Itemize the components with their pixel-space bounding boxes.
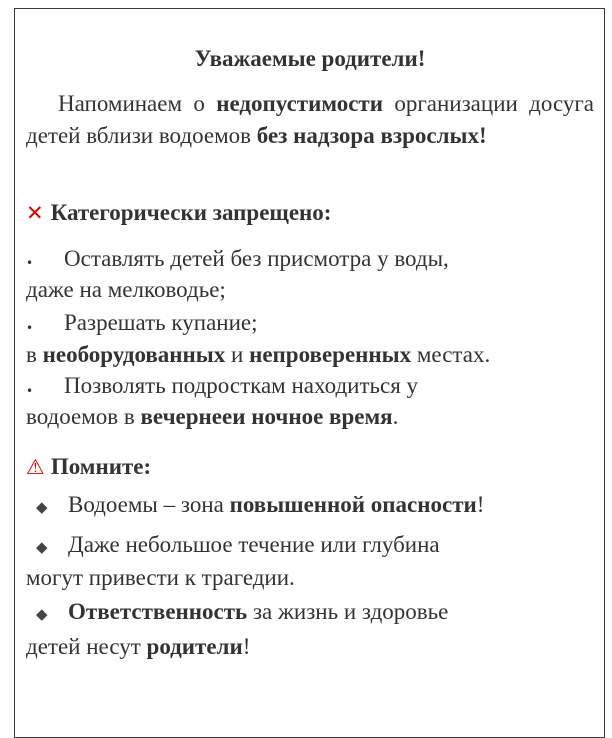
forbidden-item-2-line-1: Разрешать купание;	[64, 310, 258, 335]
remember-item-3-line-2	[26, 632, 250, 662]
intro-paragraph	[26, 88, 594, 152]
intro-bold-1: недопустимости	[216, 91, 383, 116]
text: !	[476, 492, 485, 517]
text: !	[242, 634, 251, 659]
bold-text: вечернееи ночное время	[140, 404, 393, 429]
forbidden-item-1-line-2: даже на мелководье;	[26, 277, 226, 302]
page-title: Уважаемые родители!	[194, 46, 426, 71]
text: детей несут	[26, 634, 147, 659]
diamond-bullet-icon: ◆	[36, 538, 48, 556]
remember-heading: Помните:	[50, 454, 152, 479]
text: в	[26, 342, 43, 367]
bold-text: повышенной опасности	[229, 492, 477, 517]
forbidden-item-3-line-1: Позволять подросткам находиться у	[64, 373, 419, 398]
bold-text: необорудованных	[42, 342, 226, 367]
diamond-bullet-icon: ◆	[36, 498, 48, 516]
forbidden-heading-row	[26, 198, 331, 228]
remember-item-2-line-1: Даже небольшое течение или глубина	[68, 532, 440, 557]
red-cross-icon: ✕	[26, 201, 44, 225]
text: за жизнь и здоровье	[247, 599, 449, 624]
bullet-dot-icon: •	[26, 256, 34, 270]
bullet-dot-icon: •	[26, 321, 34, 335]
text: и	[225, 342, 250, 367]
forbidden-item-2-line-2	[26, 340, 490, 370]
text: водоемов в	[26, 404, 141, 429]
intro-text-2: организации досуга детей вблизи водоемов	[26, 91, 594, 148]
remember-item-1	[68, 490, 484, 520]
text: Водоемы – зона	[68, 492, 230, 517]
text: местах.	[411, 342, 491, 367]
text: .	[392, 404, 399, 429]
bold-text: Ответственность	[68, 599, 248, 624]
bullet-dot-icon: •	[26, 384, 34, 398]
forbidden-item-3-line-2	[26, 402, 398, 432]
bold-text: родители	[146, 634, 243, 659]
warning-icon: ⚠	[26, 455, 45, 479]
forbidden-heading: Категорически запрещено:	[50, 200, 332, 225]
remember-heading-row	[26, 452, 151, 482]
intro-text-1: Напоминаем о	[58, 91, 217, 116]
intro-bold-2: без надзора взрослых!	[256, 123, 487, 148]
diamond-bullet-icon: ◆	[36, 605, 48, 623]
remember-item-2-line-2: могут привести к трагедии.	[26, 565, 295, 590]
bold-text: непроверенных	[249, 342, 412, 367]
remember-item-3-line-1	[68, 597, 448, 627]
forbidden-item-1-line-1: Оставлять детей без присмотра у воды,	[64, 246, 449, 271]
